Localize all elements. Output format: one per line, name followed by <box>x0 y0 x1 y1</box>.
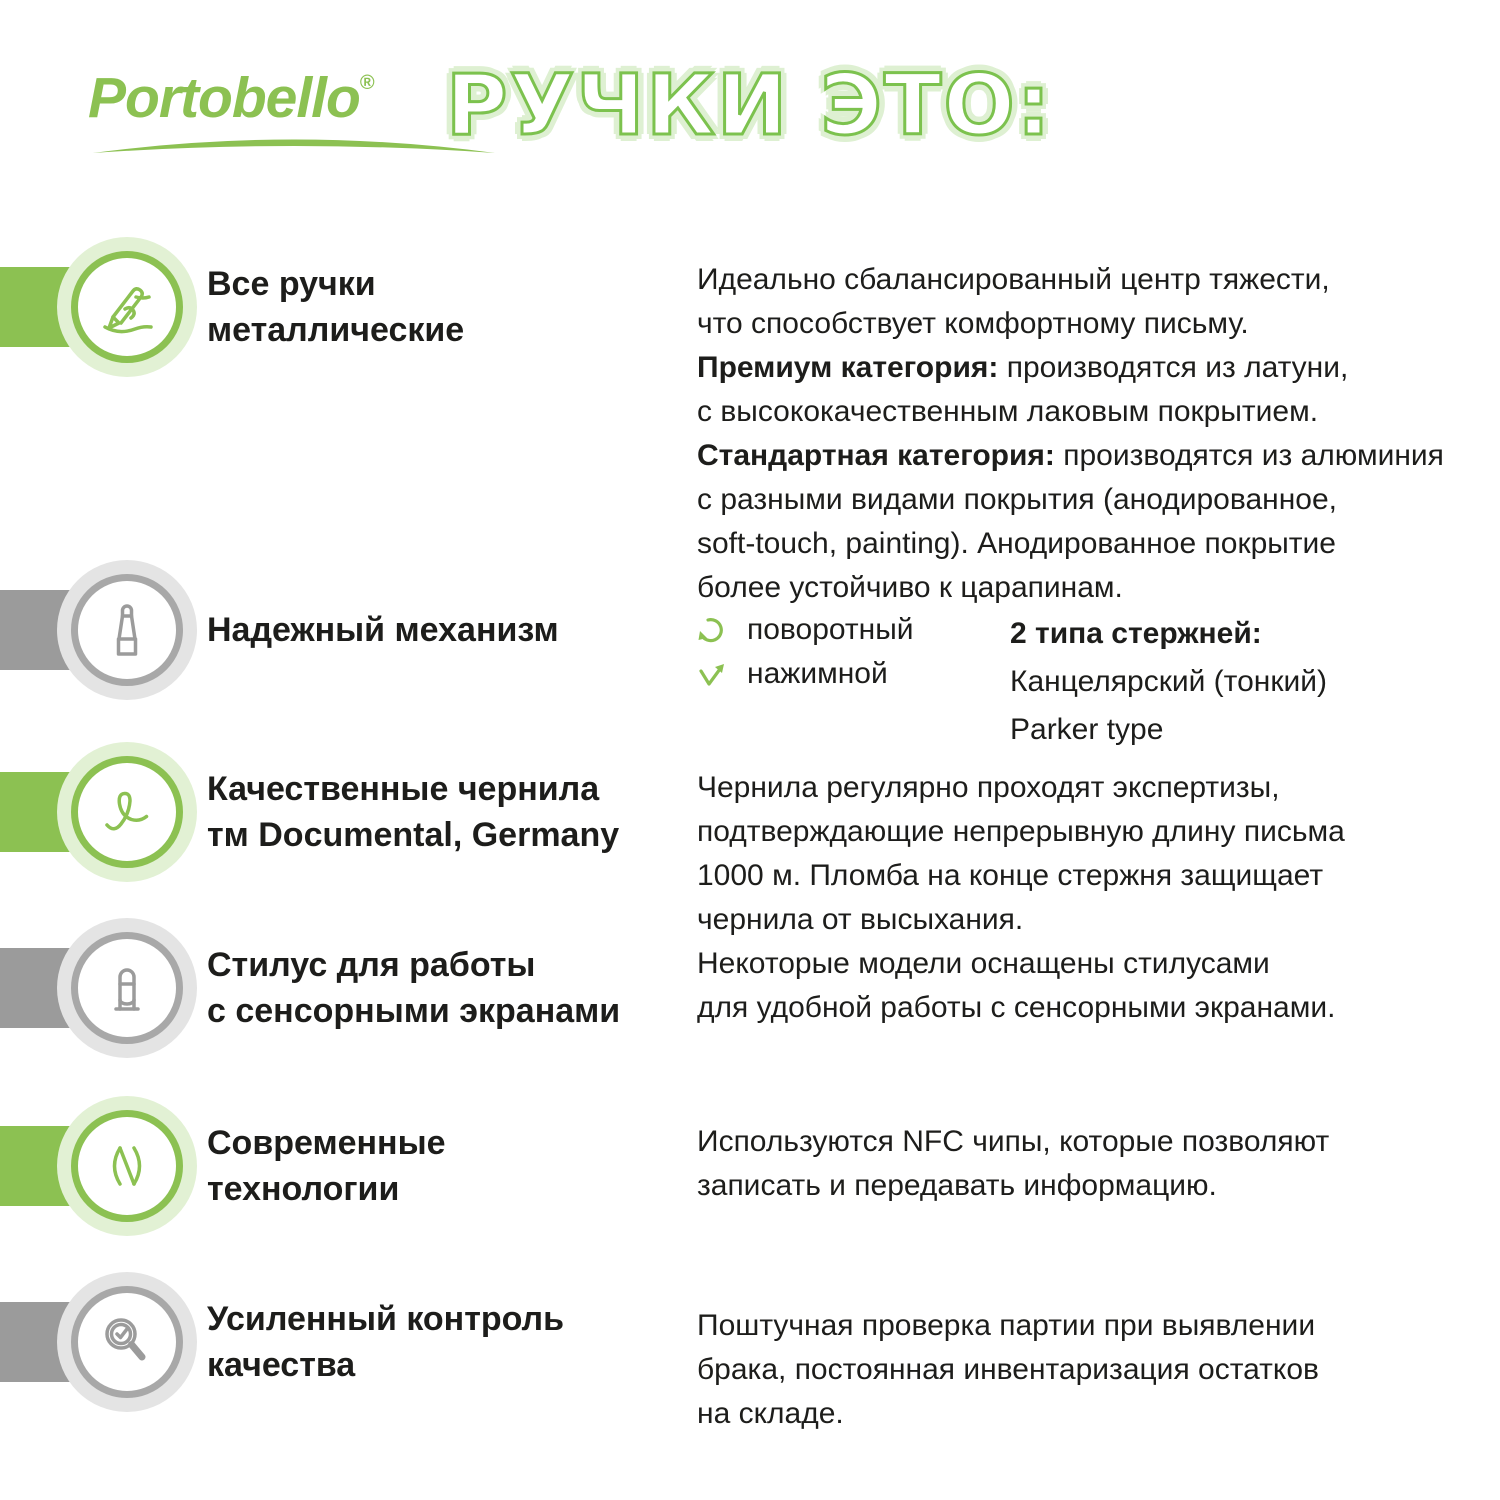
text-run: с разными видами покрытия (анодированное, <box>697 483 1337 516</box>
mechanism-label: поворотный <box>747 613 914 646</box>
icon-halo <box>57 918 197 1058</box>
feature-row <box>0 742 1500 936</box>
bold-text-run: Премиум категория: <box>697 351 999 384</box>
icon-circle <box>71 574 183 686</box>
push-icon <box>697 658 729 690</box>
text-run: производятся из латуни, <box>998 351 1349 384</box>
text-run: что способствует комфортному письму. <box>697 307 1249 340</box>
feature-description <box>697 766 1487 942</box>
mechanism-list <box>697 608 914 696</box>
icon-halo <box>57 1096 197 1236</box>
text-run: подтверждающие непрерывную длину письма <box>697 815 1345 848</box>
icon-halo <box>57 560 197 700</box>
icon-circle <box>71 756 183 868</box>
text-run: Чернила регулярно проходят экспертизы, <box>697 771 1280 804</box>
mechanism-label: нажимной <box>747 657 888 690</box>
text-run: Поштучная проверка партии при выявлении <box>697 1309 1316 1342</box>
pen-tip-icon <box>95 598 159 662</box>
feature-description <box>697 258 1487 610</box>
text-run: 1000 м. Пломба на конце стержня защищает <box>697 859 1324 892</box>
feature-row <box>0 1096 1500 1236</box>
text-run: Идеально сбалансированный центр тяжести, <box>697 263 1330 296</box>
text-run: с высококачественным лаковым покрытием. <box>697 395 1319 428</box>
icon-circle <box>71 932 183 1044</box>
mechanism-item <box>697 608 914 652</box>
feature-title: Надежный механизм <box>207 611 559 649</box>
feature-row <box>0 918 1500 1058</box>
icon-halo <box>57 742 197 882</box>
text-run: более устойчиво к царапинам. <box>697 571 1123 604</box>
mechanism-item <box>697 652 914 696</box>
icon-halo <box>57 1272 197 1412</box>
text-run: Используются NFC чипы, которые позволяют <box>697 1125 1330 1158</box>
feature-title: Стилус для работы с сенсорными экранами <box>207 946 621 1030</box>
text-run: брака, постоянная инвентаризация остатков <box>697 1353 1319 1386</box>
feature-title: Качественные чернила тм Documental, Germany <box>207 770 620 854</box>
magnifier-check-icon <box>95 1310 159 1374</box>
feature-row <box>0 237 1500 604</box>
icon-circle <box>71 1286 183 1398</box>
refill-heading: 2 типа стержней: <box>1010 617 1262 650</box>
feature-title: Все ручки металлические <box>207 265 465 349</box>
text-run: записать и передавать информацию. <box>697 1169 1217 1202</box>
page-title: РУЧКИ ЭТО: <box>446 56 1053 154</box>
bold-text-run: Стандартная категория: <box>697 439 1055 472</box>
text-run: Некоторые модели оснащены стилусами <box>697 947 1270 980</box>
feature-title: Усиленный контроль качества <box>207 1300 565 1384</box>
logo-swoosh-icon <box>86 134 502 160</box>
text-run: чернила от высыхания. <box>697 903 1024 936</box>
refill-types <box>1010 610 1327 754</box>
feature-row <box>0 560 1500 746</box>
icon-circle <box>71 1110 183 1222</box>
registered-mark-icon: ® <box>359 72 375 94</box>
feature-description <box>697 942 1487 1030</box>
refill-item: Канцелярский (тонкий) <box>1010 665 1327 698</box>
refill-item: Parker type <box>1010 713 1164 746</box>
text-run: на складе. <box>697 1397 844 1430</box>
feature-title: Современные технологии <box>207 1124 446 1208</box>
icon-halo <box>57 237 197 377</box>
text-run: производятся из алюминия <box>1054 439 1444 472</box>
portobello-logo <box>88 66 508 130</box>
stylus-icon <box>95 956 159 1020</box>
text-run: для удобной работы с сенсорными экранами. <box>697 991 1336 1024</box>
icon-circle <box>71 251 183 363</box>
feature-description <box>697 1120 1487 1208</box>
nfc-icon <box>95 1134 159 1198</box>
rotate-icon <box>697 614 729 646</box>
ink-swirl-icon <box>95 780 159 844</box>
feature-row <box>0 1272 1500 1430</box>
logo-text: Portobello <box>88 66 360 130</box>
text-run: soft-touch, painting). Анодированное покрытие <box>697 527 1336 560</box>
pen-hand-icon <box>95 275 159 339</box>
feature-description <box>697 1304 1487 1436</box>
